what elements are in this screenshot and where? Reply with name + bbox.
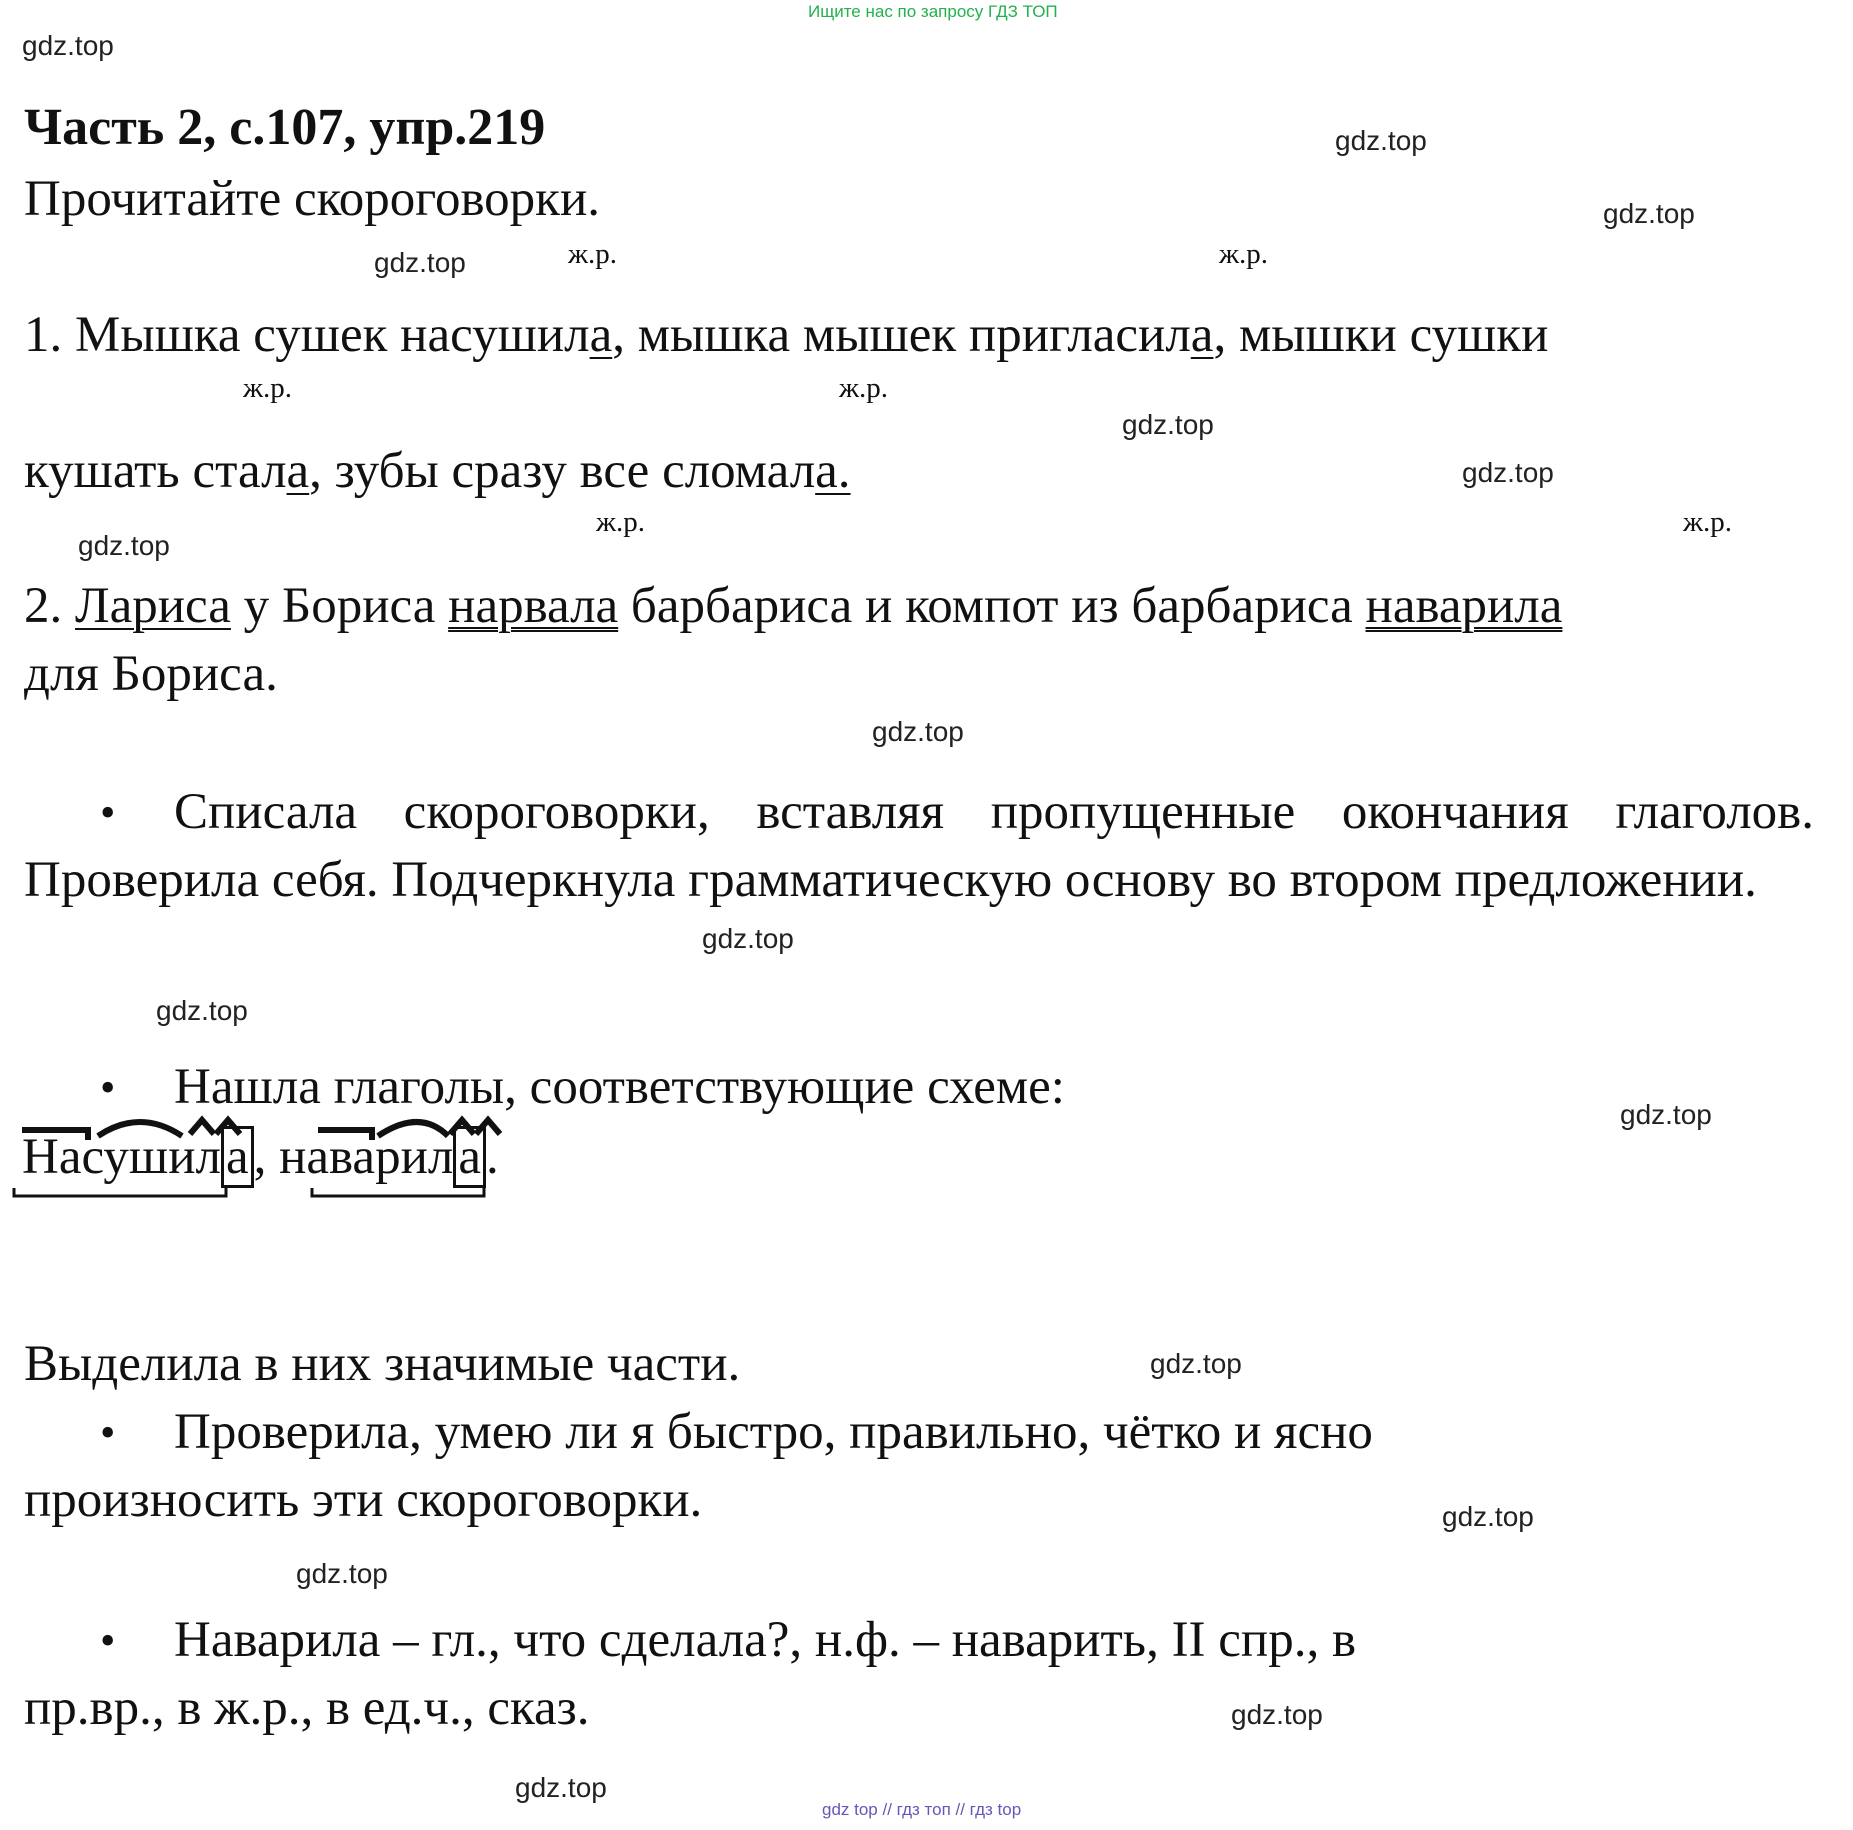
inserted-ending: а <box>589 307 613 363</box>
gender-label: ж.р. <box>568 238 618 270</box>
inserted-ending: а. <box>815 443 851 499</box>
watermark: gdz.top <box>1335 125 1427 156</box>
watermark: gdz.top <box>1462 457 1554 488</box>
schema-ending-box: а <box>453 1126 486 1188</box>
bullet-3-line-2: произносить эти скороговорки. <box>24 1472 703 1528</box>
prefix-mark <box>318 1130 372 1140</box>
bullet-point: • <box>100 1616 116 1665</box>
tongue-twister-1-line-2: кушать стала, зубы сразу все сломала. <box>24 443 851 499</box>
watermark: gdz.top <box>1231 1699 1323 1730</box>
page-title: Часть 2, с.107, упр.219 <box>24 99 546 156</box>
watermark: gdz.top <box>1150 1348 1242 1379</box>
instruction: Прочитайте скороговорки. <box>24 171 600 227</box>
watermark: gdz.top <box>872 716 964 747</box>
stem-bracket <box>14 1188 226 1196</box>
bullet-4-line-2: пр.вр., в ж.р., в ед.ч., сказ. <box>24 1680 590 1736</box>
bullet-3-line-1: Проверила, умею ли я быстро, правильно, чётко и ясно <box>174 1404 1373 1460</box>
highlight-line: Выделила в них значимые части. <box>24 1336 741 1392</box>
watermark: gdz.top <box>1442 1501 1534 1532</box>
bullet-1-text: Списала скороговорки, вставляя пропущенные окончания глаголов. Проверила себя. Подчеркнула грамматическую основу во втором предложении. <box>24 784 1814 908</box>
gender-label: ж.р. <box>839 372 889 404</box>
watermark: gdz.top <box>156 995 248 1026</box>
watermark: gdz.top <box>374 247 466 278</box>
subject-underlined: Лариса <box>75 578 231 634</box>
inserted-ending: а <box>286 443 310 499</box>
bottom-banner[interactable]: gdz top // гдз топ // гдз top <box>822 1800 1022 1819</box>
watermark: gdz.top <box>1122 409 1214 440</box>
gender-label: ж.р. <box>243 372 293 404</box>
schema-word-2: наварил <box>279 1129 454 1185</box>
watermark: gdz.top <box>22 30 114 61</box>
gender-label: ж.р. <box>596 506 646 538</box>
bullet-2-text: Нашла глаголы, соответствующие схеме: <box>174 1059 1065 1115</box>
watermark: gdz.top <box>78 530 170 561</box>
prefix-mark <box>22 1130 88 1140</box>
bullet-4-line-1: Наварила – гл., что сделала?, н.ф. – наварить, II спр., в <box>174 1612 1357 1668</box>
predicate-underlined: нарвала <box>448 578 619 634</box>
watermark: gdz.top <box>515 1772 607 1803</box>
stem-bracket <box>312 1188 484 1196</box>
watermark: gdz.top <box>1620 1099 1712 1130</box>
suffix-mark <box>190 1120 240 1134</box>
tongue-twister-1-line-1: 1. Мышка сушек насушила, мышка мышек пригласила, мышки сушки <box>24 307 1549 363</box>
top-banner[interactable]: Ищите нас по запросу ГДЗ ТОП <box>808 2 1058 21</box>
bullet-point: • <box>100 788 116 837</box>
suffix-mark <box>450 1120 500 1134</box>
inserted-ending: а <box>1190 307 1214 363</box>
gender-label: ж.р. <box>1683 506 1733 538</box>
schema-ending-box: а <box>221 1126 254 1188</box>
schema-word-1: Насушил <box>22 1129 221 1185</box>
root-arc <box>378 1122 448 1136</box>
watermark: gdz.top <box>702 923 794 954</box>
tongue-twister-2-line-2: для Бориса. <box>24 646 278 702</box>
bullet-point: • <box>100 1408 116 1457</box>
watermark: gdz.top <box>1603 198 1695 229</box>
gender-label: ж.р. <box>1219 238 1269 270</box>
bullet-point: • <box>100 1063 116 1112</box>
tongue-twister-2-line-1: 2. Лариса у Бориса нарвала барбариса и компот из барбариса наварила <box>24 578 1563 634</box>
morpheme-marks <box>0 1100 560 1200</box>
watermark: gdz.top <box>296 1558 388 1589</box>
predicate-underlined: наварила <box>1365 578 1563 634</box>
schema-words: Насушила, наварила. <box>22 1128 499 1186</box>
root-arc <box>98 1122 182 1136</box>
